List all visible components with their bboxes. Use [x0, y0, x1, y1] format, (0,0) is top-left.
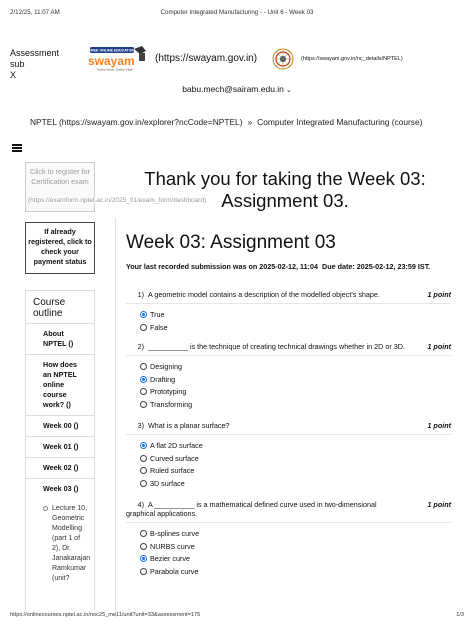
breadcrumb-course[interactable]: Computer Integrated Manufacturing (course): [257, 117, 423, 127]
outline-sub-lecture-label: Lecture 10, Geometric Modelling (part 1 of 2), Dr. Janakarajan Ramkumar (unit?: [52, 505, 91, 582]
payment-status-button[interactable]: If already registered, click to check your payment status: [25, 222, 95, 274]
swayam-logo[interactable]: [84, 46, 150, 72]
assessment-sub-label: Assessment sub X: [10, 48, 74, 81]
question-text: A geometric model contains a description of the modelled object's shape.: [148, 290, 380, 299]
question-number: 3): [137, 421, 144, 430]
question-points: 1 point: [427, 290, 451, 299]
option-curved-surface[interactable]: Curved surface: [140, 452, 451, 465]
radio-unselected[interactable]: [140, 324, 147, 331]
radio-selected[interactable]: [140, 376, 147, 383]
print-doc-title: Computer Integrated Manufacturing - - Unit 6 - Week 03: [160, 9, 314, 16]
nptel-emblem-icon[interactable]: [272, 48, 294, 70]
question-3: [126, 421, 451, 490]
print-url: https://onlinecourses.nptel.ac.in/noc25_me11/unit?unit=33&assessment=175: [10, 612, 201, 618]
question-text: A __________ is a mathematical defined curve used in two-dimensional graphical applications.: [126, 500, 377, 518]
print-header: [10, 9, 464, 19]
course-outline: [25, 290, 95, 610]
radio-selected[interactable]: [140, 442, 147, 449]
outline-item-week-00[interactable]: Week 00 (): [26, 416, 94, 437]
question-number: 4): [137, 500, 144, 509]
radio-unselected[interactable]: [140, 388, 147, 395]
user-menu[interactable]: [0, 84, 474, 94]
option-designing[interactable]: Designing: [140, 360, 451, 373]
due-date: Due date: 2025-02-12, 23:59 IST.: [322, 262, 431, 271]
answer-options: [126, 527, 451, 578]
question-2: [126, 342, 451, 411]
option-prototyping[interactable]: Prototyping: [140, 386, 451, 399]
question-points: 1 point: [427, 421, 451, 430]
question-text: __________ is the technique of creating technical drawings whether in 2D or 3D.: [148, 342, 405, 351]
answer-options: [126, 439, 451, 490]
option-drafting[interactable]: Drafting: [140, 373, 451, 386]
thank-you-message: Thank you for taking the Week 03: Assignment 03.: [144, 168, 426, 211]
answer-options: [126, 308, 451, 334]
question-number: 1): [137, 290, 144, 299]
nptel-nc-link[interactable]: (https://swayam.gov.in/nc_details/NPTEL): [301, 56, 403, 62]
outline-sub-lecture-10[interactable]: [26, 499, 94, 588]
option-bezier-curve[interactable]: Bezier curve: [140, 553, 451, 566]
lecture-status-icon: [43, 506, 48, 511]
submission-info: [126, 262, 451, 271]
radio-unselected[interactable]: [140, 543, 147, 550]
question-points: 1 point: [427, 500, 451, 509]
swayam-tagline: FREE ONLINE EDUCATION: [88, 48, 136, 53]
breadcrumb-separator: »: [247, 117, 253, 127]
radio-unselected[interactable]: [140, 363, 147, 370]
option-flat-2d-surface[interactable]: A flat 2D surface: [140, 439, 451, 452]
print-page-number: 1/3: [456, 612, 464, 618]
option-true[interactable]: True: [140, 308, 451, 321]
top-bar: [10, 46, 464, 80]
course-outline-title: Course outline: [26, 291, 94, 324]
radio-unselected[interactable]: [140, 568, 147, 575]
question-text: What is a planar surface?: [148, 421, 230, 430]
question-number: 2): [137, 342, 144, 351]
option-false[interactable]: False: [140, 321, 451, 334]
radio-unselected[interactable]: [140, 480, 147, 487]
assignment-content: [115, 218, 455, 618]
hamburger-menu-icon[interactable]: [12, 144, 22, 152]
outline-item-week-01[interactable]: Week 01 (): [26, 437, 94, 458]
question-4: [126, 500, 451, 578]
print-footer: [10, 612, 464, 622]
radio-selected[interactable]: [140, 555, 147, 562]
breadcrumb: [30, 117, 422, 127]
question-1: [126, 290, 451, 334]
chevron-down-icon[interactable]: ⌄: [285, 87, 292, 94]
assignment-title: Week 03: Assignment 03: [126, 232, 336, 253]
radio-unselected[interactable]: [140, 530, 147, 537]
radio-unselected[interactable]: [140, 455, 147, 462]
radio-unselected[interactable]: [140, 467, 147, 474]
question-points: 1 point: [427, 342, 451, 351]
outline-item-how-course-works[interactable]: How does an NPTEL online course work? (): [26, 355, 94, 416]
answer-options: [126, 360, 451, 411]
close-x[interactable]: X: [10, 70, 17, 80]
option-3d-surface[interactable]: 3D surface: [140, 477, 451, 490]
outline-item-week-03[interactable]: Week 03 (): [43, 484, 79, 493]
swayam-wordmark: swayam: [88, 54, 135, 68]
print-datetime: 2/12/25, 11:07 AM: [10, 9, 60, 16]
user-email[interactable]: babu.mech@sairam.edu.in: [182, 84, 284, 94]
breadcrumb-nptel[interactable]: NPTEL (https://swayam.gov.in/explorer?ncCode=NPTEL): [30, 117, 243, 127]
radio-selected[interactable]: [140, 311, 147, 318]
outline-item-about-nptel[interactable]: About NPTEL (): [26, 324, 94, 355]
option-b-splines-curve[interactable]: B-splines curve: [140, 527, 451, 540]
register-certification-button[interactable]: Click to register for Certification exam: [25, 162, 95, 212]
option-ruled-surface[interactable]: Ruled surface: [140, 465, 451, 478]
radio-unselected[interactable]: [140, 401, 147, 408]
exam-form-url[interactable]: (https://examform.nptel.ac.in/2025_01/exam_form/dashboard): [28, 197, 207, 204]
outline-item-week-02[interactable]: Week 02 (): [26, 458, 94, 479]
last-submission: Your last recorded submission was on 2025-02-12, 11:04: [126, 262, 319, 271]
swayam-home-link[interactable]: (https://swayam.gov.in): [155, 53, 258, 64]
swayam-sub: "Sabka Saath, Sabka Vikas": [96, 67, 134, 72]
option-nurbs-curve[interactable]: NURBS curve: [140, 540, 451, 553]
option-parabola-curve[interactable]: Parabola curve: [140, 565, 451, 578]
option-transforming[interactable]: Transforming: [140, 398, 451, 411]
